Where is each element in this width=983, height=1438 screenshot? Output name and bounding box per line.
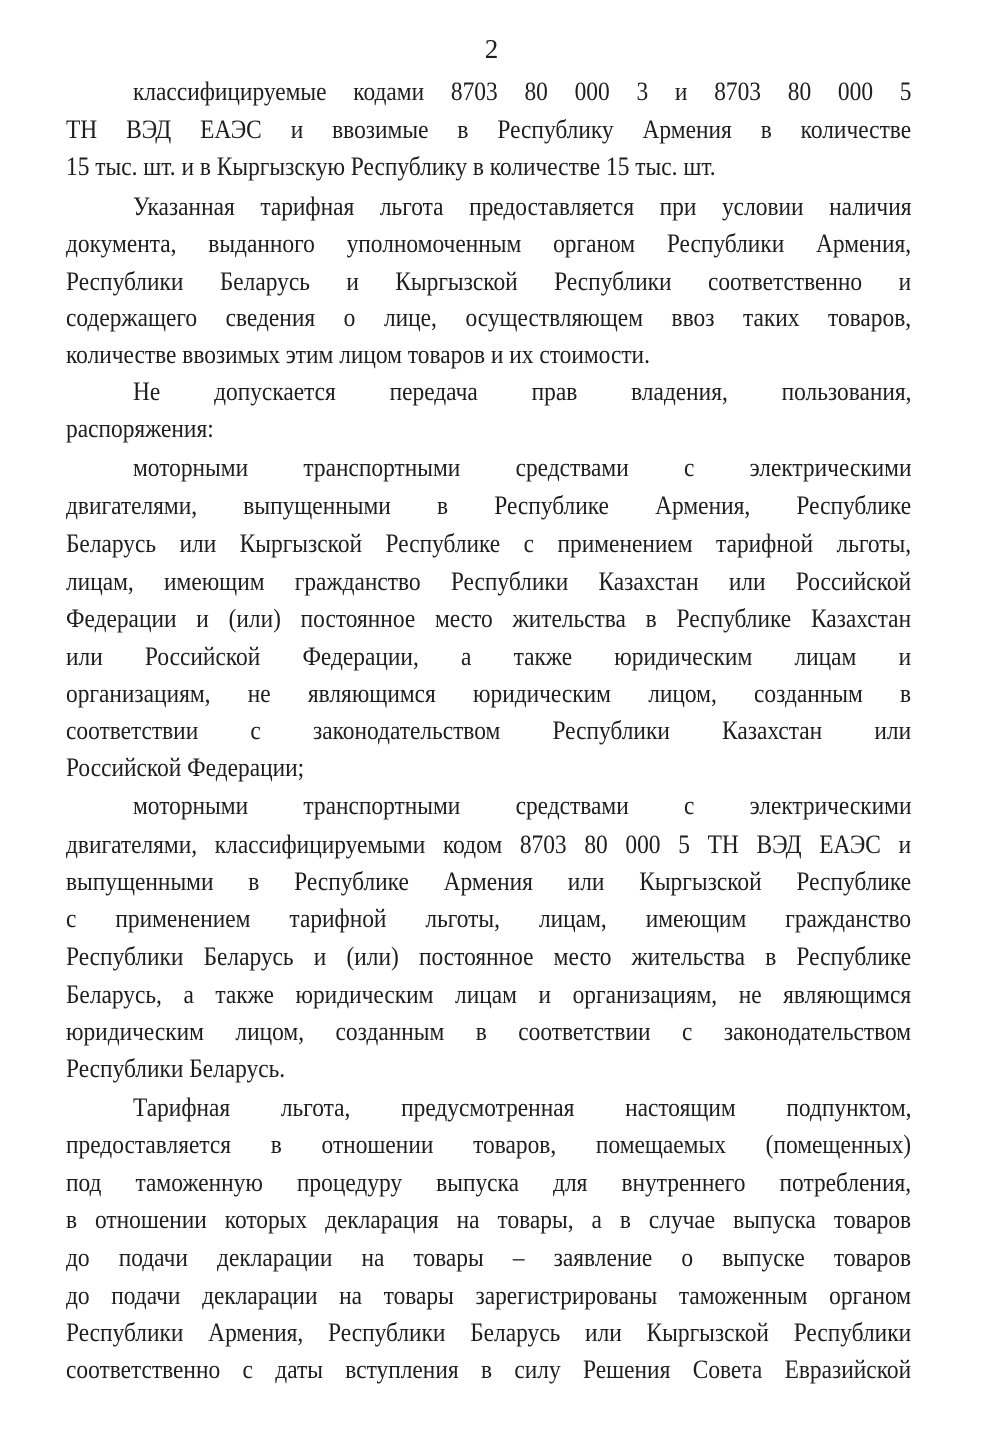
text-line: ТН ВЭД ЕАЭС и ввозимые в Республику Армения в количестве	[66, 115, 912, 144]
text-line: в отношении которых декларация на товары, а в случае выпуска товаров	[66, 1205, 912, 1234]
text-line: предоставляется в отношении товаров, помещаемых (помещенных)	[66, 1130, 912, 1159]
text-line: классифицируемые кодами 8703 80 000 3 и 8703 80 000 5	[133, 77, 912, 106]
text-line: Не допускается передача прав владения, пользования,	[133, 377, 912, 406]
text-line: распоряжения:	[66, 414, 214, 443]
text-line: содержащего сведения о лице, осуществляющем ввоз таких товаров,	[66, 303, 912, 332]
text-line: до подачи декларации на товары – заявление о выпуске товаров	[66, 1243, 912, 1272]
text-line: Республики Армения, Республики Беларусь или Кыргызской Республики	[66, 1318, 912, 1347]
text-line: до подачи декларации на товары зарегистрированы таможенным органом	[66, 1281, 912, 1310]
page-number: 2	[484, 34, 499, 64]
text-line: документа, выданного уполномоченным органом Республики Армения,	[66, 229, 912, 258]
text-line: или Российской Федерации, а также юридическим лицам и	[66, 642, 912, 671]
text-line: лицам, имеющим гражданство Республики Казахстан или Российской	[66, 567, 912, 596]
text-line: моторными транспортными средствами с электрическими	[133, 791, 912, 820]
text-line: двигателями, классифицируемыми кодом 8703 80 000 5 ТН ВЭД ЕАЭС и	[66, 830, 912, 859]
text-line: Беларусь, а также юридическим лицам и организациям, не являющимся	[66, 980, 912, 1009]
text-line: соответствии с законодательством Республики Казахстан или	[66, 716, 912, 745]
text-line: Республики Беларусь и (или) постоянное место жительства в Республике	[66, 942, 912, 971]
text-line: Беларусь или Кыргызской Республике с применением тарифной льготы,	[66, 529, 912, 558]
text-line: 15 тыс. шт. и в Кыргызскую Республику в количестве 15 тыс. шт.	[66, 152, 716, 181]
text-line: Указанная тарифная льгота предоставляется при условии наличия	[133, 192, 912, 221]
text-line: выпущенными в Республике Армения или Кыргызской Республике	[66, 867, 912, 896]
text-line: с применением тарифной льготы, лицам, имеющим гражданство	[66, 904, 912, 933]
text-line: организациям, не являющимся юридическим лицом, созданным в	[66, 679, 912, 708]
text-line: моторными транспортными средствами с электрическими	[133, 453, 912, 482]
text-line: под таможенную процедуру выпуска для внутреннего потребления,	[66, 1168, 912, 1197]
text-line: Российской Федерации;	[66, 753, 305, 782]
text-line: юридическим лицом, созданным в соответствии с законодательством	[66, 1017, 912, 1046]
text-line: количестве ввозимых этим лицом товаров и их стоимости.	[66, 340, 650, 369]
text-line: двигателями, выпущенными в Республике Армения, Республике	[66, 491, 912, 520]
text-line: Республики Беларусь.	[66, 1054, 286, 1083]
text-line: соответственно с даты вступления в силу Решения Совета Евразийской	[66, 1355, 912, 1384]
text-line: Федерации и (или) постоянное место жительства в Республике Казахстан	[66, 604, 912, 633]
text-line: Республики Беларусь и Кыргызской Республики соответственно и	[66, 267, 912, 296]
text-line: Тарифная льгота, предусмотренная настоящим подпунктом,	[133, 1093, 912, 1122]
